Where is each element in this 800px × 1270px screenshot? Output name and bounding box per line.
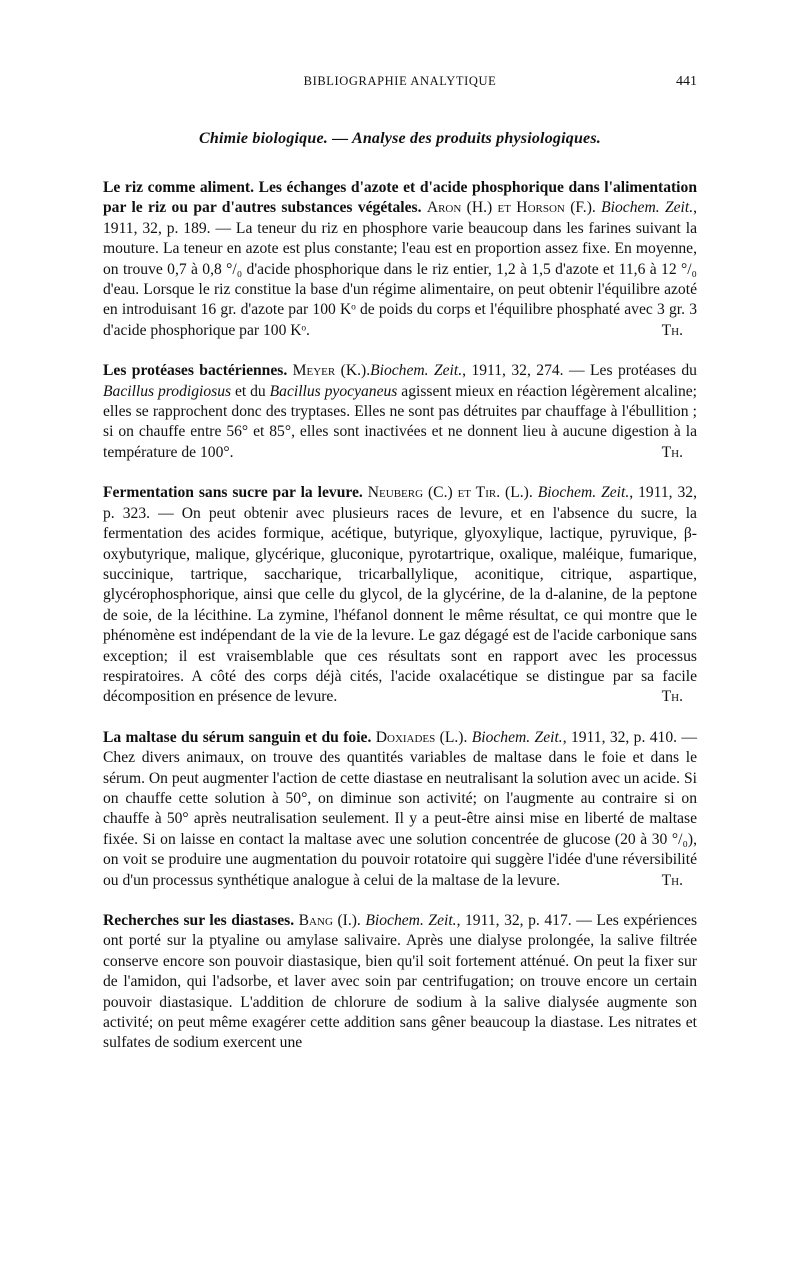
entry-citation: , 1911, 32, p. 417. (456, 912, 572, 929)
abstract-entry-maltase (103, 728, 697, 891)
entry-journal: Biochem. Zeit. (471, 728, 563, 746)
entry-journal: Biochem. Zeit. (365, 912, 457, 929)
organism-name: Bacillus pyocyaneus (269, 382, 398, 400)
entry-body: — On peut obtenir avec plusieurs races de levure, et en l'absence du sucre, la fermentation des acides formique, acétique, butyrique, glyoxylique, lactique, pyruvique, β-oxybutyrique, malique, glycérique, gluconique, pyrotartrique, oxalique, maléique, fumarique, succinique, tartrique, saccharique, tricarballylique, aconitique, citrique, aspartique, glycérophosphorique, ainsi que celle du glycol, de la glycérine, de la d-alanine, de la peptone de soie, de la lécithine. La zymine, l'héfanol donnent le même résultat, ce qui montre que le phénomène est indépendant de la vie de la levure. Le gaz dégagé est de l'acide carbonique sans exception; il est vraisemblable que ces résultats sont en rapport avec les processus respiratoires. A côté des corps déjà cités, l'acide oxalacétique se distingue par sa facile décomposition en présence de levure. (103, 504, 697, 706)
abstract-entry-proteases (103, 361, 697, 463)
entry-body: — Les expériences ont porté sur la ptyaline ou amylase salivaire. Après une dialyse prolongée, la salive filtrée conserve encore son pouvoir diastasique, bien qu'il soit fortement atténué. On peut la fixer sur de l'amidon, qui l'adsorbe, et laver avec soin par centrifugation; on trouve encore un certain pouvoir diastasique. L'addition de chlorure de sodium à la salive dialysée augmente son activité; on peut même exagérer cette addition sans gêner beaucoup la diastase. Les nitrates et sulfates de sodium exercent une (103, 912, 698, 1052)
entry-authors: Doxiades (L.). (375, 728, 468, 746)
entry-body-start: — Les protéases du (563, 362, 697, 380)
entry-body-middle: et du (231, 382, 270, 400)
entry-title: Fermentation sans sucre par la levure. (103, 484, 363, 502)
page (103, 74, 697, 1054)
entry-signature: Th. (661, 321, 683, 339)
entry-journal: Biochem. Zeit. (601, 199, 694, 217)
section-title: Chimie biologique. — Analyse des produits physiologiques. (199, 130, 601, 147)
entry-journal: Biochem. Zeit. (370, 362, 463, 380)
entry-authors: Neuberg (C.) et Tir. (L.). (367, 484, 533, 502)
entry-signature: Th. (661, 443, 683, 461)
entry-authors: Meyer (K.). (292, 362, 371, 380)
entry-title: Le riz comme aliment. Les échanges d'azote et d'acide phosphorique dans l'alimentation par le riz ou par d'autres substances végétales. (103, 179, 697, 217)
entry-signature: Th. (661, 871, 683, 889)
entry-body: — Chez divers animaux, on trouve des quantités variables de maltase dans le foie et dans le sérum. On peut augmenter l'action de cette diastase en neutralisant la solution avec un acide. Si on chauffe cette solution à 50°, on diminue son activité; on l'augmente au contraire si on chauffe à 50° après neutralisation seulement. Il y a peut-être ainsi mise en liberté de maltase fixée. Si on laisse en contact la maltase avec une solution concentrée de glucose (20 à 30 °/₀), on voit se produire une augmentation du pouvoir rotatoire qui suggère l'idée d'une réversibilité ou d'un processus synthétique analogue à celui de la maltase de la levure. (103, 728, 697, 889)
entry-citation: , 1911, 32, p. 323. (103, 484, 697, 522)
abstract-entry-rice (103, 178, 697, 341)
entry-authors: Aron (H.) et Horson (F.). (426, 199, 596, 217)
entry-signature: Th. (661, 688, 683, 706)
entry-citation: , 1911, 32, p. 410. (562, 728, 678, 746)
entry-title: La maltase du sérum sanguin et du foie. (103, 728, 372, 746)
entry-title: Les protéases bactériennes. (103, 362, 288, 380)
entry-body: — La teneur du riz en phosphore varie beaucoup dans les farines suivant la mouture. La teneur en azote est plus constante; l'eau est en proportion assez fixe. En moyenne, on trouve 0,7 à 0,8 °/₀ d'acide phosphorique dans le riz entier, 1,2 à 1,5 d'azote et 11,6 à 12 °/₀ d'eau. Lorsque le riz constitue la base d'un régime alimentaire, on peut obtenir l'équilibre azoté en introduisant 16 gr. d'azote par 100 Kᵒ de poids du corps et l'équilibre phosphaté avec 3 gr. 3 d'acide phosphorique par 100 Kᵒ. (103, 219, 697, 339)
running-header (103, 74, 697, 96)
page-number: 441 (676, 74, 697, 89)
entry-journal: Biochem. Zeit. (537, 484, 630, 502)
running-title: BIBLIOGRAPHIE ANALYTIQUE (303, 74, 497, 88)
entry-title: Recherches sur les diastases. (103, 912, 295, 929)
abstract-entry-diastases (103, 911, 697, 1054)
organism-name: Bacillus prodigiosus (103, 382, 232, 400)
entry-citation: , 1911, 32, p. 189. (103, 199, 698, 237)
abstract-entry-fermentation (103, 483, 697, 707)
entry-authors: Bang (I.). (298, 912, 361, 929)
entry-citation: , 1911, 32, 274. (462, 362, 564, 380)
entry-body-end: agissent mieux en réaction légèrement alcaline; elles se rapprochent donc des tryptases. Elles ne sont pas détruites par chauffage à l'ébullition ; si on chauffe entre 56° et 85°, elles sont inactivées et ne donnent lieu à aucune digestion à la température de 100°. (103, 382, 697, 461)
